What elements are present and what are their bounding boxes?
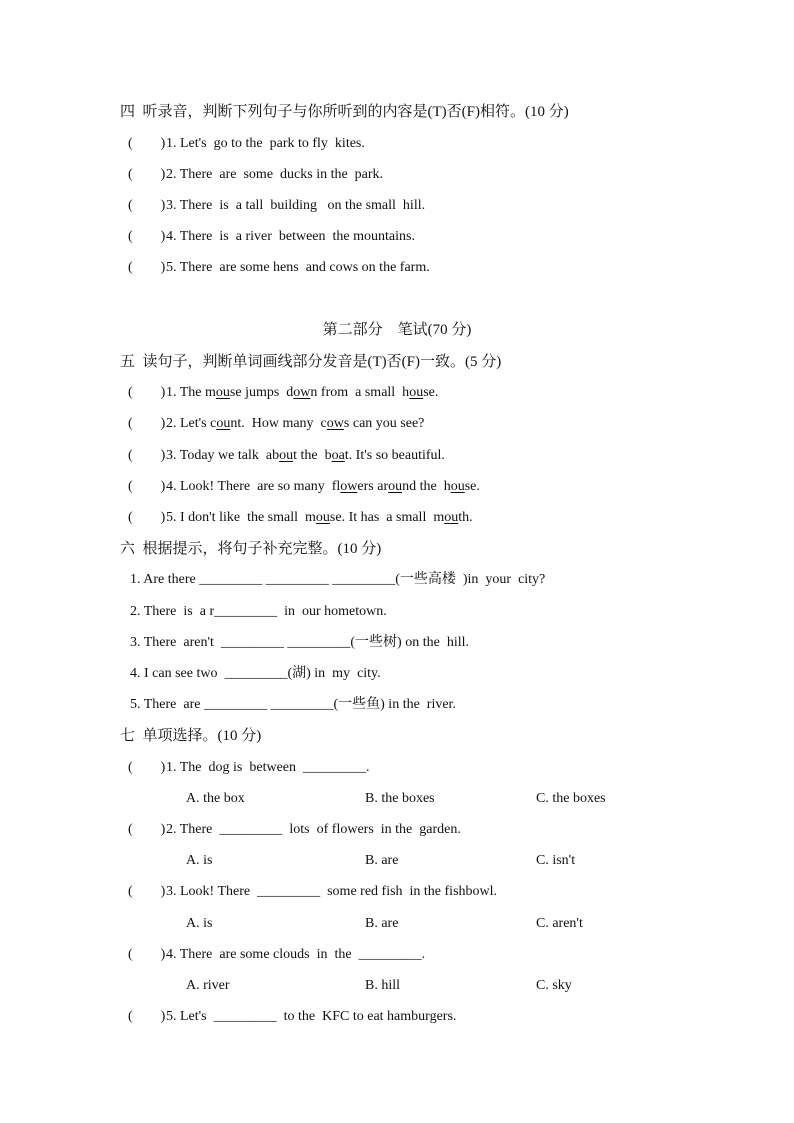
option-c[interactable]: C. sky: [536, 978, 572, 993]
question-text: 4. Look! There are so many flowers around the house.: [166, 479, 480, 494]
option-c[interactable]: C. the boxes: [536, 791, 606, 806]
answer-blank[interactable]: ( ): [128, 385, 166, 400]
question-text: 3. There is a tall building on the small hill.: [166, 198, 426, 213]
question-text: 4. There are some clouds in the _________.: [166, 947, 426, 962]
answer-blank[interactable]: ( ): [128, 510, 166, 525]
fill-in-item[interactable]: 4. I can see two _________(湖) in my city.: [130, 666, 381, 681]
answer-blank[interactable]: ( ): [128, 416, 166, 431]
question-text: 5. There are some hens and cows on the farm.: [166, 260, 430, 275]
option-a[interactable]: A. river: [186, 978, 230, 993]
answer-blank[interactable]: ( ): [128, 448, 166, 463]
option-b[interactable]: B. hill: [365, 978, 401, 993]
question-text: 3. Today we talk about the boat. It's so beautiful.: [166, 448, 445, 463]
fill-in-item[interactable]: 5. There are _________ _________(一些鱼) in the river.: [130, 697, 456, 712]
answer-blank[interactable]: ( ): [128, 884, 166, 899]
option-a[interactable]: A. is: [186, 853, 213, 868]
question-text: 5. I don't like the small mouse. It has a small mouth.: [166, 510, 473, 525]
section-5-heading: 五 读句子，判断单词画线部分发音是(T)否(F)一致。(5 分): [120, 354, 502, 370]
section-4-heading: 四 听录音，判断下列句子与你所听到的内容是(T)否(F)相符。(10 分): [120, 104, 569, 120]
answer-blank[interactable]: ( ): [128, 479, 166, 494]
answer-blank[interactable]: ( ): [128, 760, 166, 775]
option-a[interactable]: A. is: [186, 916, 213, 931]
option-c[interactable]: C. isn't: [536, 853, 576, 868]
fill-in-item[interactable]: 3. There aren't _________ _________(一些树) on the hill.: [130, 635, 469, 650]
fill-in-item[interactable]: 2. There is a r_________ in our hometown.: [130, 604, 387, 619]
option-b[interactable]: B. the boxes: [365, 791, 435, 806]
answer-blank[interactable]: ( ): [128, 260, 166, 275]
question-text: 1. The dog is between _________.: [166, 760, 370, 775]
answer-blank[interactable]: ( ): [128, 167, 166, 182]
answer-blank[interactable]: ( ): [128, 947, 166, 962]
question-text: 3. Look! There _________ some red fish in the fishbowl.: [166, 884, 498, 899]
option-c[interactable]: C. aren't: [536, 916, 583, 931]
section-6-heading: 六 根据提示，将句子补充完整。(10 分): [120, 541, 382, 557]
answer-blank[interactable]: ( ): [128, 198, 166, 213]
question-text: 2. Let's count. How many cows can you see?: [166, 416, 425, 431]
question-text: 4. There is a river between the mountains.: [166, 229, 415, 244]
part-2-title: 第二部分 笔试(70 分): [322, 322, 472, 338]
fill-in-item[interactable]: 1. Are there _________ _________ _________(一些高楼 )in your city?: [130, 572, 546, 587]
question-text: 1. Let's go to the park to fly kites.: [166, 136, 365, 151]
question-text: 2. There are some ducks in the park.: [166, 167, 384, 182]
answer-blank[interactable]: ( ): [128, 136, 166, 151]
option-a[interactable]: A. the box: [186, 791, 245, 806]
option-b[interactable]: B. are: [365, 853, 399, 868]
answer-blank[interactable]: ( ): [128, 229, 166, 244]
question-text: 5. Let's _________ to the KFC to eat hamburgers.: [166, 1009, 457, 1024]
question-text: 2. There _________ lots of flowers in the garden.: [166, 822, 461, 837]
section-7-heading: 七 单项选择。(10 分): [120, 728, 262, 744]
answer-blank[interactable]: ( ): [128, 822, 166, 837]
answer-blank[interactable]: ( ): [128, 1009, 166, 1024]
option-b[interactable]: B. are: [365, 916, 399, 931]
question-text: 1. The mouse jumps down from a small house.: [166, 385, 439, 400]
